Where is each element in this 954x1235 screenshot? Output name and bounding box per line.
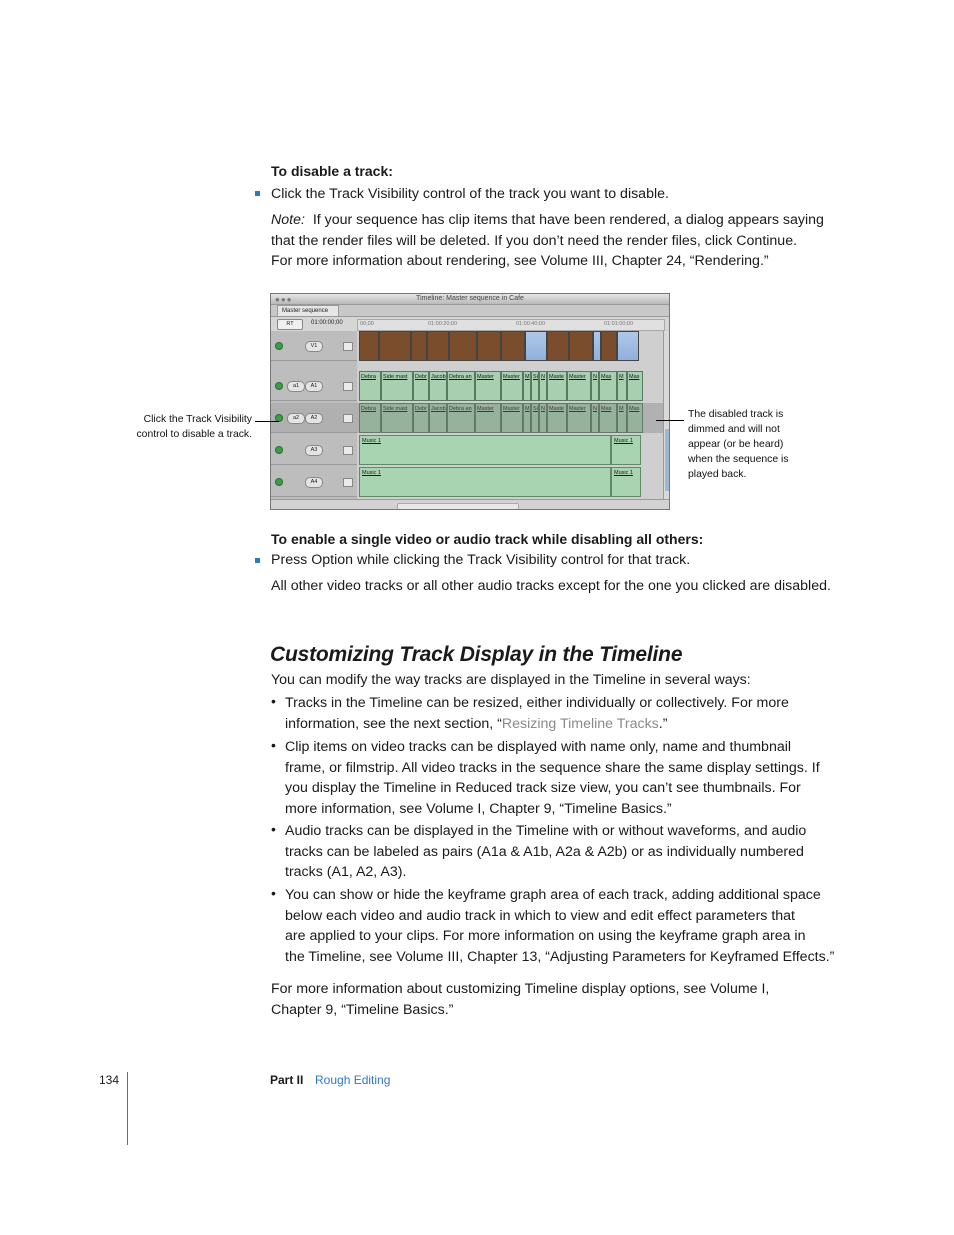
music-clip-a3[interactable]: Music 1 <box>611 435 641 465</box>
text-run: .” <box>658 715 668 732</box>
audio-clip[interactable]: Side mast <box>381 371 413 401</box>
subheading-enable-single-track: To enable a single video or audio track while disabling all others: <box>271 531 704 547</box>
square-bullet-icon <box>255 558 260 563</box>
timecode-display: 01:00:00;00 <box>311 320 343 326</box>
audio-clip[interactable]: Maste <box>547 403 567 433</box>
bullet-line: Tracks in the Timeline can be resized, either individually or collectively. For more <box>285 695 789 711</box>
callout-leader-line <box>656 420 684 421</box>
note-line: If your sequence has clip items that have been rendered, a dialog appears saying <box>312 212 824 228</box>
audio-clip[interactable]: N <box>591 371 599 401</box>
lock-icon[interactable] <box>343 342 353 351</box>
track-visibility-icon[interactable] <box>275 382 283 390</box>
note-line: For more information about rendering, see Volume III, Chapter 24, “Rendering.” <box>271 253 769 269</box>
music-clip-a3[interactable]: Music 1 <box>359 435 611 465</box>
outro-paragraph <box>271 979 831 1020</box>
audio-track-a1 <box>357 371 663 401</box>
subheading-disable-track: To disable a track: <box>271 163 393 179</box>
track-visibility-icon[interactable] <box>275 446 283 454</box>
lock-icon[interactable] <box>343 382 353 391</box>
bullet-line: You can show or hide the keyframe graph area of each track, adding additional space <box>285 887 821 903</box>
audio-clip[interactable]: Master <box>475 371 501 401</box>
audio-clip[interactable]: Jacob <box>429 371 447 401</box>
audio-clip[interactable]: Maste <box>547 371 567 401</box>
audio-clip[interactable]: Debr <box>413 371 429 401</box>
bullet-line: tracks (A1, A2, A3). <box>285 864 407 880</box>
audio-clip[interactable]: Debra <box>359 371 381 401</box>
tab-master-sequence[interactable]: Master sequence <box>277 305 339 316</box>
music-clip-a4[interactable]: Music 1 <box>611 467 641 497</box>
note-paragraph <box>271 210 831 272</box>
callout-leader-line <box>255 421 279 422</box>
bullet-dot-icon: • <box>271 885 276 901</box>
callout-right <box>688 407 808 482</box>
bullet-line: more information, see Volume I, Chapter 9, “Timeline Basics.” <box>285 800 672 817</box>
track-header-a3 <box>271 435 357 465</box>
video-clip[interactable] <box>477 331 501 361</box>
audio-clip[interactable]: Master <box>501 371 523 401</box>
intro-paragraph: You can modify the way tracks are displayed in the Timeline in several ways: <box>271 672 751 688</box>
bullet-dot-icon: • <box>271 737 276 753</box>
audio-clip[interactable]: Master <box>475 403 501 433</box>
audio-clip[interactable]: Master <box>501 403 523 433</box>
audio-clip[interactable]: M <box>617 371 627 401</box>
track-visibility-icon[interactable] <box>275 478 283 486</box>
zoom-slider[interactable] <box>397 503 519 510</box>
paragraph-disabled-others: All other video tracks or all other audio tracks except for the one you clicked are disabled. <box>271 578 831 594</box>
bullet-line: below each video and audio track in which to view and edit effect parameters that <box>285 907 796 924</box>
resizing-timeline-tracks-link[interactable]: Resizing Timeline Tracks <box>501 715 659 732</box>
callout-line: played back. <box>688 469 747 480</box>
square-bullet-icon <box>255 191 260 196</box>
bullet-clip-display <box>285 737 835 819</box>
audio-clip[interactable]: Mas <box>627 371 643 401</box>
track-visibility-icon[interactable] <box>275 342 283 350</box>
track-area <box>357 331 663 499</box>
track-target-a3[interactable]: A3 <box>305 445 323 456</box>
timeline-bottom-bar <box>271 499 669 510</box>
audio-clip[interactable]: Debr <box>413 403 429 433</box>
bullet-option-click: Press Option while clicking the Track Visibility control for that track. <box>271 552 691 568</box>
audio-clip[interactable]: Mas <box>627 403 643 433</box>
bullet-line: frame, or filmstrip. All video tracks in the sequence share the same display settings. If <box>285 759 820 776</box>
track-header-a1 <box>271 371 357 401</box>
audio-clip[interactable]: M <box>523 371 531 401</box>
track-header-a2 <box>271 403 357 433</box>
audio-clip[interactable]: N <box>539 371 547 401</box>
bullet-line: tracks can be labeled as pairs (A1a & A1b, A2a & A2b) or as individually numbered <box>285 843 804 860</box>
audio-clip[interactable]: Mas <box>599 403 617 433</box>
video-clip[interactable] <box>359 331 379 361</box>
video-clip[interactable] <box>501 331 525 361</box>
bullet-line: are applied to your clips. For more information on using the keyframe graph area in <box>285 928 806 944</box>
bullet-keyframe-graph <box>285 885 835 967</box>
bullet-dot-icon: • <box>271 821 276 837</box>
window-title: Timeline: Master sequence in Cafe <box>416 295 524 302</box>
video-clip[interactable] <box>449 331 477 361</box>
audio-clip[interactable]: Debra an <box>447 371 475 401</box>
track-headers <box>271 331 357 499</box>
audio-clip[interactable]: M <box>523 403 531 433</box>
callout-line: dimmed and will not <box>688 424 780 435</box>
video-clip[interactable] <box>411 331 427 361</box>
video-clip[interactable] <box>427 331 449 361</box>
audio-clip[interactable]: Jacob <box>429 403 447 433</box>
music-clip-a4[interactable]: Music 1 <box>359 467 611 497</box>
footer-rule <box>127 1072 128 1145</box>
video-clip[interactable] <box>547 331 569 361</box>
bullet-line: Clip items on video tracks can be displayed with name only, name and thumbnail <box>285 739 792 755</box>
track-target-a2[interactable]: A2 <box>305 413 323 424</box>
audio-clip[interactable]: Side mast <box>381 403 413 433</box>
section-title: Customizing Track Display in the Timeline <box>270 643 683 666</box>
callout-line: appear (or be heard) <box>688 439 784 450</box>
bullet-dot-icon: • <box>271 693 276 709</box>
note-label: Note: <box>271 212 305 228</box>
ruler-tick: 01:00:20;00 <box>428 321 458 327</box>
audio-clip[interactable]: Mas <box>599 371 617 401</box>
timeline-window-screenshot <box>270 293 670 510</box>
track-target-a1[interactable]: A1 <box>305 381 323 392</box>
page-number: 134 <box>99 1073 120 1087</box>
callout-line: The disabled track is <box>688 409 784 420</box>
text-run: information, see the next section, “ <box>285 715 502 732</box>
video-clip[interactable] <box>525 331 547 361</box>
bullet-line <box>285 714 835 735</box>
callout-left <box>128 412 252 442</box>
ruler-tick: 01:01:00;00 <box>604 321 634 327</box>
callout-line: when the sequence is <box>688 454 789 465</box>
dimmed-overlay <box>357 403 663 433</box>
audio-clip[interactable]: M <box>617 403 627 433</box>
source-control-a2[interactable]: a2 <box>287 413 305 424</box>
bullet-line: you display the Timeline in Reduced track size view, you can’t see thumbnails. For <box>285 780 801 796</box>
callout-line: control to disable a track. <box>136 429 252 440</box>
video-clip[interactable] <box>601 331 617 361</box>
scroll-thumb[interactable] <box>665 429 670 491</box>
track-target-a4[interactable]: A4 <box>305 477 323 488</box>
window-titlebar <box>271 294 669 305</box>
audio-track-a2-disabled <box>357 403 663 433</box>
audio-clip[interactable]: Si <box>531 403 539 433</box>
callout-line: Click the Track Visibility <box>143 414 252 425</box>
bullet-disable-track: Click the Track Visibility control of the track you want to disable. <box>271 186 669 202</box>
lock-icon[interactable] <box>343 446 353 455</box>
footer-part: Part II <box>270 1073 304 1087</box>
bullet-audio-tracks <box>285 821 835 883</box>
rt-menu-button[interactable]: RT <box>277 319 303 330</box>
bullet-resize-tracks <box>285 693 835 734</box>
audio-clip[interactable]: Si <box>531 371 539 401</box>
bullet-line: the Timeline, see Volume III, Chapter 13, “Adjusting Parameters for Keyframed Effects.” <box>285 948 835 965</box>
paragraph-line: Chapter 9, “Timeline Basics.” <box>271 1001 454 1018</box>
audio-clip[interactable]: Debra <box>359 403 381 433</box>
ruler-tick: 00;00 <box>360 321 374 327</box>
source-control-a1[interactable]: a1 <box>287 381 305 392</box>
paragraph-line: For more information about customizing Timeline display options, see Volume I, <box>271 981 770 997</box>
audio-clip[interactable]: Master <box>567 371 591 401</box>
lock-icon[interactable] <box>343 478 353 487</box>
video-clip[interactable] <box>569 331 593 361</box>
audio-clip[interactable]: N <box>591 403 599 433</box>
audio-clip[interactable]: Debra an <box>447 403 475 433</box>
video-clip[interactable] <box>379 331 411 361</box>
audio-clip[interactable]: Master <box>567 403 591 433</box>
time-ruler[interactable] <box>357 319 665 331</box>
ruler-tick: 01:00:40;00 <box>516 321 546 327</box>
bullet-line: Audio tracks can be displayed in the Timeline with or without waveforms, and audio <box>285 823 807 839</box>
lock-icon[interactable] <box>343 414 353 423</box>
track-header-v1 <box>271 331 357 361</box>
track-target-v1[interactable]: V1 <box>305 341 323 352</box>
window-buttons-icon: ●●● <box>275 295 293 304</box>
track-header-a4 <box>271 467 357 497</box>
footer-section-link[interactable]: Rough Editing <box>315 1073 391 1087</box>
note-line: that the render files will be deleted. If you don’t need the render files, click Continue. <box>271 232 798 249</box>
video-clip[interactable] <box>617 331 639 361</box>
vertical-scrollbar[interactable] <box>663 331 670 499</box>
audio-clip[interactable]: N <box>539 403 547 433</box>
video-clip[interactable] <box>593 331 601 361</box>
